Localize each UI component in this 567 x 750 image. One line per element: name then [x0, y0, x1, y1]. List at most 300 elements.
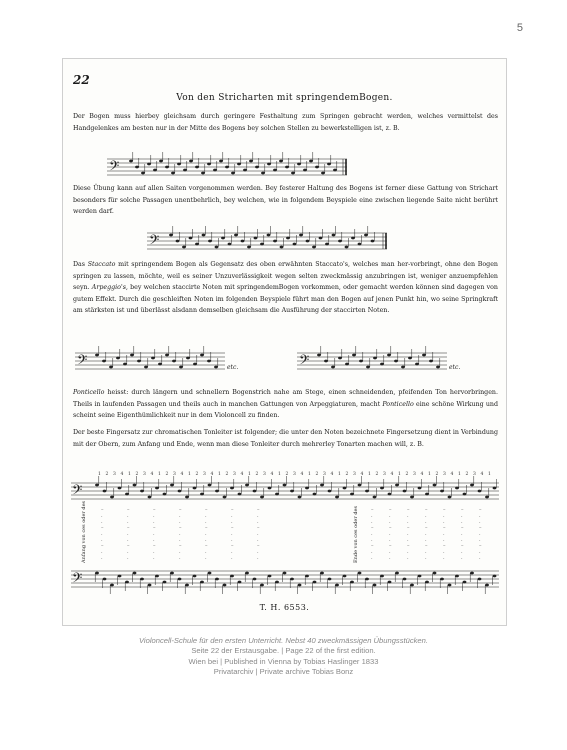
fingering-digit: 2	[135, 472, 139, 477]
arpeggio-term: Arpeggio's,	[91, 284, 128, 292]
scale-column-mark: .	[153, 513, 155, 519]
fingering-digit: 3	[173, 472, 176, 477]
note-head	[260, 584, 264, 587]
scale-column-mark: .	[479, 537, 481, 543]
note-head	[207, 163, 211, 166]
note-head	[118, 487, 122, 490]
scale-column-mark: –	[257, 507, 260, 513]
note-head	[394, 360, 398, 363]
note-head	[290, 490, 294, 493]
scale-column-mark: .	[371, 537, 373, 543]
fingering-digit: 1	[398, 472, 401, 477]
scale-column-mark: .	[461, 513, 463, 519]
note-head	[148, 584, 152, 587]
fingering-digit: 2	[435, 472, 439, 477]
note-head	[223, 584, 227, 587]
scale-column-mark: .	[479, 519, 481, 525]
note-head	[231, 172, 235, 175]
note-head	[366, 366, 370, 369]
scale-column-mark: .	[101, 513, 103, 519]
note-head	[195, 243, 199, 246]
note-head	[297, 163, 301, 166]
scale-column-mark: .	[101, 555, 103, 561]
fingering-digit: 3	[413, 472, 416, 477]
fingering-digit: 3	[383, 472, 386, 477]
fingering-digit: 1	[338, 472, 341, 477]
fingering-digit: 1	[278, 472, 281, 477]
note-head	[325, 243, 329, 246]
note-head	[241, 240, 245, 243]
note-head	[293, 243, 297, 246]
note-head	[95, 354, 99, 357]
note-head	[298, 584, 302, 587]
note-head	[165, 354, 169, 357]
note-head	[317, 354, 321, 357]
scale-column-mark: –	[371, 507, 374, 513]
fingering-digit: 3	[443, 472, 446, 477]
scale-column-mark: .	[257, 537, 259, 543]
note-head	[215, 490, 219, 493]
fingering-digit: 4	[270, 472, 274, 477]
note-head	[170, 572, 174, 575]
scale-column-mark: .	[461, 549, 463, 555]
note-head	[395, 484, 399, 487]
note-head	[283, 484, 287, 487]
fingering-digit: 4	[210, 472, 214, 477]
note-head	[151, 357, 155, 360]
fingering-digit: 3	[473, 472, 476, 477]
note-head	[193, 363, 197, 366]
note-head	[463, 581, 467, 584]
scale-column-mark: –	[461, 543, 464, 549]
scale-column-mark: –	[371, 543, 374, 549]
caption-page: Seite 22 der Erstausgabe. | Page 22 of the first edition.	[191, 646, 376, 656]
scale-column-mark: –	[257, 543, 260, 549]
fingering-digit: 4	[300, 472, 304, 477]
scale-column-mark: .	[407, 513, 409, 519]
note-head	[305, 575, 309, 578]
note-head	[401, 366, 405, 369]
note-head	[345, 363, 349, 366]
note-head	[243, 169, 247, 172]
note-head	[478, 490, 482, 493]
fingering-digit: 4	[360, 472, 364, 477]
scale-column-mark: .	[371, 549, 373, 555]
scale-column-mark: .	[101, 531, 103, 537]
note-head	[273, 169, 277, 172]
scale-column-mark: –	[371, 525, 374, 531]
scale-column-mark: –	[389, 543, 392, 549]
note-head	[335, 496, 339, 499]
note-head	[171, 172, 175, 175]
note-head	[200, 493, 204, 496]
note-head	[448, 584, 452, 587]
note-head	[364, 234, 368, 237]
scale-column-mark: .	[479, 555, 481, 561]
paragraph-fingersatz-text: Der beste Fingersatz zur chromatischen Tonleiter ist folgender; die unter den Noten bezeichnete Fingersetzung dient in Verbindung mit der Obern, zum Anfang und Ende, wenn man diese Tonleiter durch mehrerley Tonarten machen will, z. B.	[73, 429, 498, 448]
note-head	[373, 584, 377, 587]
note-head	[436, 366, 440, 369]
scale-column-mark: .	[407, 519, 409, 525]
note-head	[125, 581, 129, 584]
note-head	[493, 487, 497, 490]
fingering-digit: 3	[203, 472, 206, 477]
note-head	[333, 169, 337, 172]
scale-column-mark: .	[179, 549, 181, 555]
bass-clef-icon: 𝄢	[149, 232, 160, 251]
note-head	[189, 160, 193, 163]
scale-column-mark: .	[425, 537, 427, 543]
note-head	[273, 240, 277, 243]
music-staff-3a	[75, 341, 255, 381]
scale-column-mark: .	[179, 519, 181, 525]
music-staff-3b	[297, 335, 497, 381]
scale-column-mark: –	[389, 525, 392, 531]
scale-column-mark: –	[443, 525, 446, 531]
scale-column-mark: .	[257, 531, 259, 537]
note-head	[359, 360, 363, 363]
note-head	[178, 578, 182, 581]
note-head	[137, 360, 141, 363]
scale-column-mark: .	[257, 549, 259, 555]
ponticello-text-b: eine schöne Wirkung und scheint seine Eigenthümlichkeit nur in dem Violoncell zu finden.	[73, 400, 499, 420]
note-head	[144, 366, 148, 369]
staccato-tail: bey welchen staccirte Noten mit springendemBogen vorkommen, oder gemacht werden können sind dagegen von gutem Effekt. Durch die geschleiften Noten im folgenden Beyspiele führt man den Bogen auf jenen Punkt hin, wo seine Springkraft am stärksten ist und überlässt alsdann demselben gleichsam die Ausführung der staccirten Noten.	[73, 284, 498, 315]
music-staff-2	[147, 223, 387, 255]
scale-column-mark: .	[153, 537, 155, 543]
etc-label-1: etc.	[227, 364, 239, 371]
fingering-digit: 1	[368, 472, 371, 477]
fingering-digit: 4	[180, 472, 184, 477]
bass-clef-icon: 𝄢	[72, 570, 83, 589]
scale-column-mark: –	[101, 543, 104, 549]
fingering-digit: 3	[233, 472, 236, 477]
scale-column-mark: –	[407, 507, 410, 513]
note-head	[320, 484, 324, 487]
scale-column-mark: .	[231, 555, 233, 561]
note-head	[387, 354, 391, 357]
staccato-mid: mit springendem Bogen als Gegensatz des oben erwähnten Staccato's, welches man her-vorbringt, ohne den Bogen springen zu lassen, möchte, weil es seiner Unzuverlässigkeit wegen selten zweckmässig anzubringen ist, weniger anzuempfehlen seyn.	[73, 261, 498, 292]
scale-column-mark: –	[153, 543, 156, 549]
scale-column-mark: –	[231, 543, 234, 549]
note-head	[234, 234, 238, 237]
scale-column-mark: .	[205, 549, 207, 555]
note-head	[208, 572, 212, 575]
scale-column-mark: .	[127, 537, 129, 543]
note-head	[395, 572, 399, 575]
note-head	[214, 366, 218, 369]
note-head	[358, 243, 362, 246]
scale-column-mark: .	[407, 555, 409, 561]
note-head	[305, 487, 309, 490]
scale-column-mark: .	[389, 519, 391, 525]
fingering-digit: 4	[240, 472, 244, 477]
fingering-digit: 1	[308, 472, 311, 477]
note-head	[261, 172, 265, 175]
note-head	[109, 366, 113, 369]
note-head	[410, 496, 414, 499]
caption-title: Violoncell-Schule für den ersten Unterricht. Nebst 40 zweckmässigen Übungsstücken.	[139, 636, 428, 645]
fingering-digit: 2	[285, 472, 289, 477]
note-head	[312, 246, 316, 249]
note-head	[245, 572, 249, 575]
note-head	[455, 487, 459, 490]
fingering-digit: 2	[345, 472, 349, 477]
scale-column-mark: .	[153, 549, 155, 555]
scale-column-mark: –	[179, 543, 182, 549]
note-head	[129, 160, 133, 163]
note-head	[448, 496, 452, 499]
scale-column-mark: .	[231, 537, 233, 543]
scale-column-mark: .	[101, 519, 103, 525]
scale-column-mark: .	[205, 537, 207, 543]
scale-column-mark: .	[461, 531, 463, 537]
note-head	[380, 363, 384, 366]
scale-column-mark: –	[479, 543, 482, 549]
scale-column-mark: –	[101, 525, 104, 531]
note-head	[102, 360, 106, 363]
note-head	[110, 496, 114, 499]
note-head	[335, 584, 339, 587]
note-head	[388, 493, 392, 496]
note-head	[95, 572, 99, 575]
ponticello-term: Ponticello	[73, 389, 105, 396]
fingering-digit: 2	[405, 472, 409, 477]
scale-column-mark: .	[389, 537, 391, 543]
scale-column-mark: .	[257, 555, 259, 561]
note-head	[365, 578, 369, 581]
scale-column-mark: –	[101, 507, 104, 513]
note-head	[283, 572, 287, 575]
note-head	[290, 578, 294, 581]
scale-column-mark: .	[127, 519, 129, 525]
scale-column-mark: .	[231, 549, 233, 555]
fingering-digit: 1	[428, 472, 431, 477]
scale-column-mark: .	[443, 537, 445, 543]
fingering-digit: 2	[315, 472, 319, 477]
paragraph-uebung	[73, 183, 498, 218]
paragraph-fingersatz	[73, 427, 498, 450]
ponticello-term-2: Ponticello	[382, 400, 414, 408]
scale-column-mark: .	[443, 555, 445, 561]
note-head	[403, 578, 407, 581]
note-head	[186, 357, 190, 360]
scale-column-mark: –	[479, 525, 482, 531]
note-head	[207, 360, 211, 363]
scale-column-mark: –	[425, 525, 428, 531]
note-head	[176, 240, 180, 243]
note-head	[193, 575, 197, 578]
note-head	[238, 581, 242, 584]
note-head	[95, 484, 99, 487]
fingering-digit: 2	[465, 472, 469, 477]
note-head	[201, 172, 205, 175]
scale-column-mark: .	[153, 519, 155, 525]
bass-clef-icon: 𝄢	[72, 482, 83, 501]
note-head	[478, 578, 482, 581]
fingering-digit: 3	[113, 472, 116, 477]
paragraph-uebung-text: Diese Übung kann auf allen Saiten vorgenommen werden. Bey festerer Haltung des Bogens ist ferner diese Gattung von Strichart besonders für solche Passagen unentbehrlich, bey welchen, wie in folgendem Beyspiele eine zwischen liegende Saite nicht berührt werden darf.	[73, 185, 498, 216]
note-head	[110, 584, 114, 587]
note-head	[352, 354, 356, 357]
note-head	[327, 163, 331, 166]
note-head	[116, 357, 120, 360]
note-head	[328, 490, 332, 493]
scale-column-mark: –	[425, 543, 428, 549]
note-head	[313, 493, 317, 496]
scale-column-mark: .	[205, 531, 207, 537]
ponticello-text-a: heisst: durch längern und schnellern Bogenstrich nahe am Stege, einen schneidenden, pfeifenden Ton hervorbringen. Theils in laufenden Passagen und theils auch in manchen Gattungen von Arpeggiaturen, macht	[73, 389, 498, 408]
note-head	[200, 581, 204, 584]
scale-column-mark: .	[205, 513, 207, 519]
note-head	[485, 584, 489, 587]
note-head	[425, 581, 429, 584]
scale-column-mark: .	[389, 555, 391, 561]
note-head	[343, 575, 347, 578]
scale-column-mark: .	[389, 513, 391, 519]
note-head	[135, 166, 139, 169]
scale-column-mark: –	[425, 507, 428, 513]
note-head	[463, 493, 467, 496]
scale-column-mark: .	[389, 549, 391, 555]
scale-column-mark: .	[425, 519, 427, 525]
note-head	[403, 490, 407, 493]
note-head	[178, 490, 182, 493]
scale-column-mark: –	[127, 525, 130, 531]
note-head	[202, 234, 206, 237]
fingering-digit: 1	[248, 472, 251, 477]
scale-column-mark: –	[479, 507, 482, 513]
note-head	[247, 246, 251, 249]
note-head	[358, 572, 362, 575]
scale-column-mark: .	[101, 537, 103, 543]
scale-column-mark: .	[461, 519, 463, 525]
note-head	[141, 172, 145, 175]
bass-clef-icon: 𝄢	[77, 352, 88, 371]
note-head	[279, 160, 283, 163]
note-head	[163, 493, 167, 496]
note-head	[319, 237, 323, 240]
scale-column-mark: .	[479, 513, 481, 519]
note-head	[221, 237, 225, 240]
note-head	[254, 237, 258, 240]
note-head	[380, 575, 384, 578]
etc-label-2: etc.	[449, 364, 461, 371]
note-head	[230, 575, 234, 578]
note-head	[155, 575, 159, 578]
note-head	[172, 360, 176, 363]
note-head	[418, 487, 422, 490]
fingering-digit: 3	[353, 472, 356, 477]
scale-label-left: Anfang von ces oder des	[81, 500, 87, 563]
scale-column-mark: .	[443, 519, 445, 525]
note-head	[228, 243, 232, 246]
scale-column-mark: .	[179, 513, 181, 519]
scale-column-mark: .	[371, 531, 373, 537]
fingering-digit: 4	[120, 472, 124, 477]
note-head	[343, 487, 347, 490]
fingering-digit: 2	[255, 472, 259, 477]
note-head	[285, 166, 289, 169]
scale-column-mark: .	[407, 537, 409, 543]
scale-label-right: Ende von ces oder des	[353, 505, 359, 563]
note-head	[388, 581, 392, 584]
scale-column-mark: –	[231, 525, 234, 531]
scale-column-mark: –	[127, 507, 130, 513]
note-head	[253, 578, 257, 581]
note-head	[170, 484, 174, 487]
scale-column-mark: –	[443, 507, 446, 513]
note-head	[493, 575, 497, 578]
scale-column-mark: .	[407, 531, 409, 537]
scale-column-mark: –	[205, 525, 208, 531]
note-head	[185, 584, 189, 587]
fingering-digit: 1	[458, 472, 461, 477]
scale-column-mark: .	[101, 549, 103, 555]
scale-column-mark: –	[179, 507, 182, 513]
note-head	[148, 496, 152, 499]
note-head	[165, 166, 169, 169]
note-head	[280, 246, 284, 249]
fingering-digit: 4	[480, 472, 484, 477]
scale-column-mark: .	[425, 513, 427, 519]
note-head	[208, 240, 212, 243]
scale-column-mark: .	[461, 555, 463, 561]
scale-column-mark: .	[443, 513, 445, 519]
note-head	[177, 163, 181, 166]
scale-column-mark: .	[153, 531, 155, 537]
note-head	[485, 496, 489, 499]
note-head	[422, 354, 426, 357]
scale-column-mark: .	[257, 513, 259, 519]
note-head	[238, 493, 242, 496]
scale-column-mark: .	[231, 531, 233, 537]
scale-column-mark: .	[371, 555, 373, 561]
paragraph-staccato	[73, 259, 498, 317]
fingering-digit: 3	[323, 472, 326, 477]
scale-column-mark: –	[443, 543, 446, 549]
fingering-digit: 3	[263, 472, 266, 477]
scale-column-mark: .	[371, 519, 373, 525]
fingering-digit: 4	[330, 472, 334, 477]
fingering-digit: 1	[128, 472, 131, 477]
paragraph-bogen-text: Der Bogen muss hierbey gleichsam durch geringere Festhaltung zum Springen gebracht werden, welches vermittelst des Handgelenkes am besten nur in der Mitte des Bogens bey solchen Stellen zu bewerkstelligen ist, z. B.	[73, 113, 498, 132]
scale-column-mark: .	[179, 555, 181, 561]
fingering-digit: 2	[195, 472, 199, 477]
bass-clef-icon: 𝄢	[299, 352, 310, 371]
score-page-scan	[62, 58, 507, 626]
note-head	[179, 366, 183, 369]
note-head	[350, 493, 354, 496]
note-head	[331, 366, 335, 369]
note-head	[371, 240, 375, 243]
note-head	[195, 166, 199, 169]
note-head	[169, 234, 173, 237]
scale-column-mark: .	[127, 531, 129, 537]
fingering-digit: 1	[218, 472, 221, 477]
note-head	[303, 169, 307, 172]
scale-column-mark: –	[127, 543, 130, 549]
fingering-digit: 3	[293, 472, 296, 477]
staccato-term: Staccato	[87, 261, 116, 268]
note-head	[133, 572, 137, 575]
note-head	[373, 496, 377, 499]
section-heading: Von den Stricharten mit springendemBogen.	[176, 93, 393, 103]
music-staff-1	[107, 151, 347, 181]
scale-column-mark: .	[407, 549, 409, 555]
note-head	[415, 363, 419, 366]
scale-column-mark: –	[257, 525, 260, 531]
